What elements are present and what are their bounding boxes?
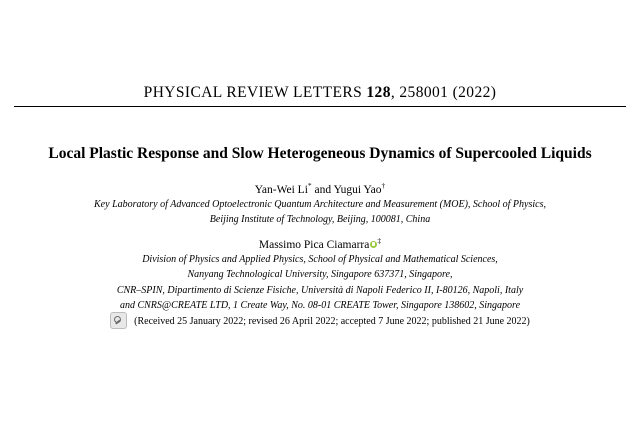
crossmark-icon[interactable] bbox=[110, 312, 127, 329]
author-name: Yan-Wei Li bbox=[254, 183, 308, 196]
affiliation-line: Division of Physics and Applied Physics, School of Physical and Mathematical Sciences, bbox=[142, 253, 498, 265]
affiliation-line: and CNRS@CREATE LTD, 1 Create Way, No. 08-01 CREATE Tower, Singapore 138602, Singapore bbox=[119, 300, 521, 312]
author-names-1 bbox=[40, 181, 600, 196]
journal-name: PHYSICAL REVIEW LETTERS bbox=[143, 84, 363, 101]
author-footnote-marker-2: † bbox=[381, 181, 386, 190]
author-name-2: and Yugui Yao bbox=[311, 183, 382, 196]
author-name: Massimo Pica Ciamarra bbox=[258, 238, 370, 251]
author-footnote-marker: * bbox=[307, 181, 312, 190]
received-text: (Received 25 January 2022; revised 26 April 2022; accepted 7 June 2022; published 21 June 2022) bbox=[134, 315, 530, 327]
author-names-2 bbox=[40, 236, 600, 251]
author-footnote-marker: ‡ bbox=[377, 236, 382, 245]
affiliation-line: Nanyang Technological University, Singapore 637371, Singapore, bbox=[187, 269, 453, 281]
journal-header bbox=[0, 84, 640, 102]
page-title: Local Plastic Response and Slow Heterogeneous Dynamics of Supercooled Liquids bbox=[48, 145, 592, 162]
header-divider bbox=[14, 106, 626, 107]
author-group-2 bbox=[40, 236, 600, 313]
affiliation-line: CNR–SPIN, Dipartimento di Scienze Fisiche, Università di Napoli Federico II, I-80126, Napoli, Italy bbox=[116, 284, 524, 296]
affiliation-line: Key Laboratory of Advanced Optoelectronic Quantum Architecture and Measurement (MOE), School of Physics, bbox=[94, 198, 546, 210]
received-row bbox=[0, 313, 640, 330]
affiliation-line: Beijing Institute of Technology, Beijing, 100081, China bbox=[209, 214, 431, 226]
orcid-icon[interactable] bbox=[370, 241, 377, 248]
journal-volume: 128 bbox=[366, 84, 391, 101]
author-group-1 bbox=[40, 181, 600, 227]
journal-article-date: , 258001 (2022) bbox=[390, 84, 497, 101]
